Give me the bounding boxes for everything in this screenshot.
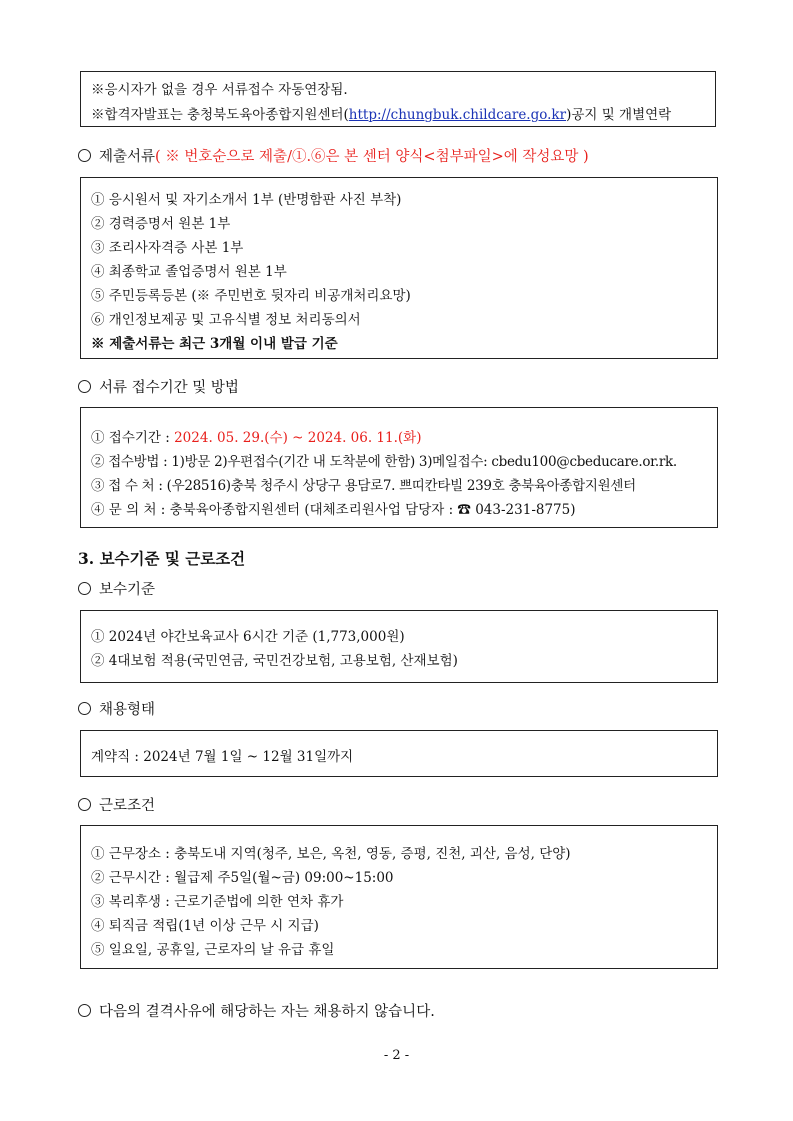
cond-item: ④ 퇴직금 적립(1년 이상 근무 시 지급)	[91, 918, 319, 934]
docs-heading-note: ( ※ 번호순으로 제출/①.⑥은 본 센터 양식<첨부파일>에 작성요망 )	[155, 149, 589, 165]
cond-item: ① 근무장소 : 충북도내 지역(청주, 보은, 옥천, 영동, 증평, 진천, 괴산, 음성, 단양)	[91, 846, 571, 862]
circle-bullet-icon	[78, 702, 91, 715]
pay-item: ① 2024년 야간보육교사 6시간 기준 (1,773,000원)	[91, 629, 405, 645]
type-text: 계약직 : 2024년 7월 1일 ~ 12월 31일까지	[91, 749, 354, 765]
docs-item: ④ 최종학교 졸업증명서 원본 1부	[91, 264, 287, 280]
circle-bullet-icon	[78, 149, 91, 162]
docs-heading	[78, 145, 589, 166]
cond-heading	[78, 794, 155, 815]
period-line-1-label: ① 접수기간 :	[91, 430, 175, 446]
type-heading	[78, 698, 155, 719]
notice-line-2-prefix: ※합격자발표는 충청북도육아종합지원센터(	[91, 107, 349, 123]
notice-line-2	[91, 103, 671, 123]
type-box	[80, 730, 718, 777]
circle-bullet-icon	[78, 380, 91, 393]
notice-line-1: ※응시자가 없을 경우 서류접수 자동연장됨.	[91, 82, 348, 98]
docs-note: ※ 제출서류는 최근 3개월 이내 발급 기준	[91, 336, 338, 352]
docs-item: ② 경력증명서 원본 1부	[91, 216, 231, 232]
period-line-4: ④ 문 의 처 : 충북육아종합지원센터 (대체조리원사업 담당자 : ☎ 043-231-8775)	[91, 502, 576, 518]
pay-box	[80, 610, 718, 683]
notice-box	[80, 71, 716, 127]
cond-item: ② 근무시간 : 월급제 주5일(월~금) 09:00~15:00	[91, 870, 394, 886]
notice-line-2-suffix: )공지 및 개별연락	[566, 107, 672, 123]
cond-item: ⑤ 일요일, 공휴일, 근로자의 날 유급 휴일	[91, 942, 335, 958]
pay-heading-text: 보수기준	[99, 582, 156, 598]
period-heading-text: 서류 접수기간 및 방법	[99, 380, 239, 396]
cond-item: ③ 복리후생 : 근로기준법에 의한 연차 휴가	[91, 894, 344, 910]
docs-item: ① 응시원서 및 자기소개서 1부 (반명함판 사진 부착)	[91, 192, 402, 208]
period-box	[80, 407, 718, 528]
type-heading-text: 채용형태	[99, 702, 156, 718]
pay-item: ② 4대보험 적용(국민연금, 국민건강보험, 고용보험, 산재보험)	[91, 653, 458, 669]
circle-bullet-icon	[78, 798, 91, 811]
docs-item: ③ 조리사자격증 사본 1부	[91, 240, 244, 256]
section-3-title: 3. 보수기준 및 근로조건	[78, 549, 246, 568]
page-number: - 2 -	[383, 1048, 410, 1063]
pay-heading	[78, 578, 155, 599]
period-line-1	[91, 426, 421, 446]
cond-box	[80, 825, 718, 969]
disqualification-heading	[78, 1000, 435, 1021]
period-heading	[78, 376, 239, 397]
disqualification-heading-text: 다음의 결격사유에 해당하는 자는 채용하지 않습니다.	[99, 1004, 435, 1020]
docs-item: ⑤ 주민등록등본 (※ 주민번호 뒷자리 비공개처리요망)	[91, 288, 411, 304]
docs-heading-text: 제출서류	[99, 149, 156, 165]
docs-box	[80, 177, 718, 359]
circle-bullet-icon	[78, 582, 91, 595]
childcare-link[interactable]: http://chungbuk.childcare.go.kr	[348, 107, 567, 123]
cond-heading-text: 근로조건	[99, 798, 156, 814]
docs-item: ⑥ 개인정보제공 및 고유식별 정보 처리동의서	[91, 312, 361, 328]
period-line-3: ③ 접 수 처 : (우28516)충북 청주시 상당구 용담로7. 쁘띠칸타빌 239호 충북육아종합지원센터	[91, 478, 636, 494]
period-line-1-value: 2024. 05. 29.(수) ~ 2024. 06. 11.(화)	[174, 430, 422, 446]
period-line-2: ② 접수방법 : 1)방문 2)우편접수(기간 내 도착분에 한함) 3)메일접수: cbedu100@cbeducare.or.rk.	[91, 454, 677, 470]
circle-bullet-icon	[78, 1004, 91, 1017]
